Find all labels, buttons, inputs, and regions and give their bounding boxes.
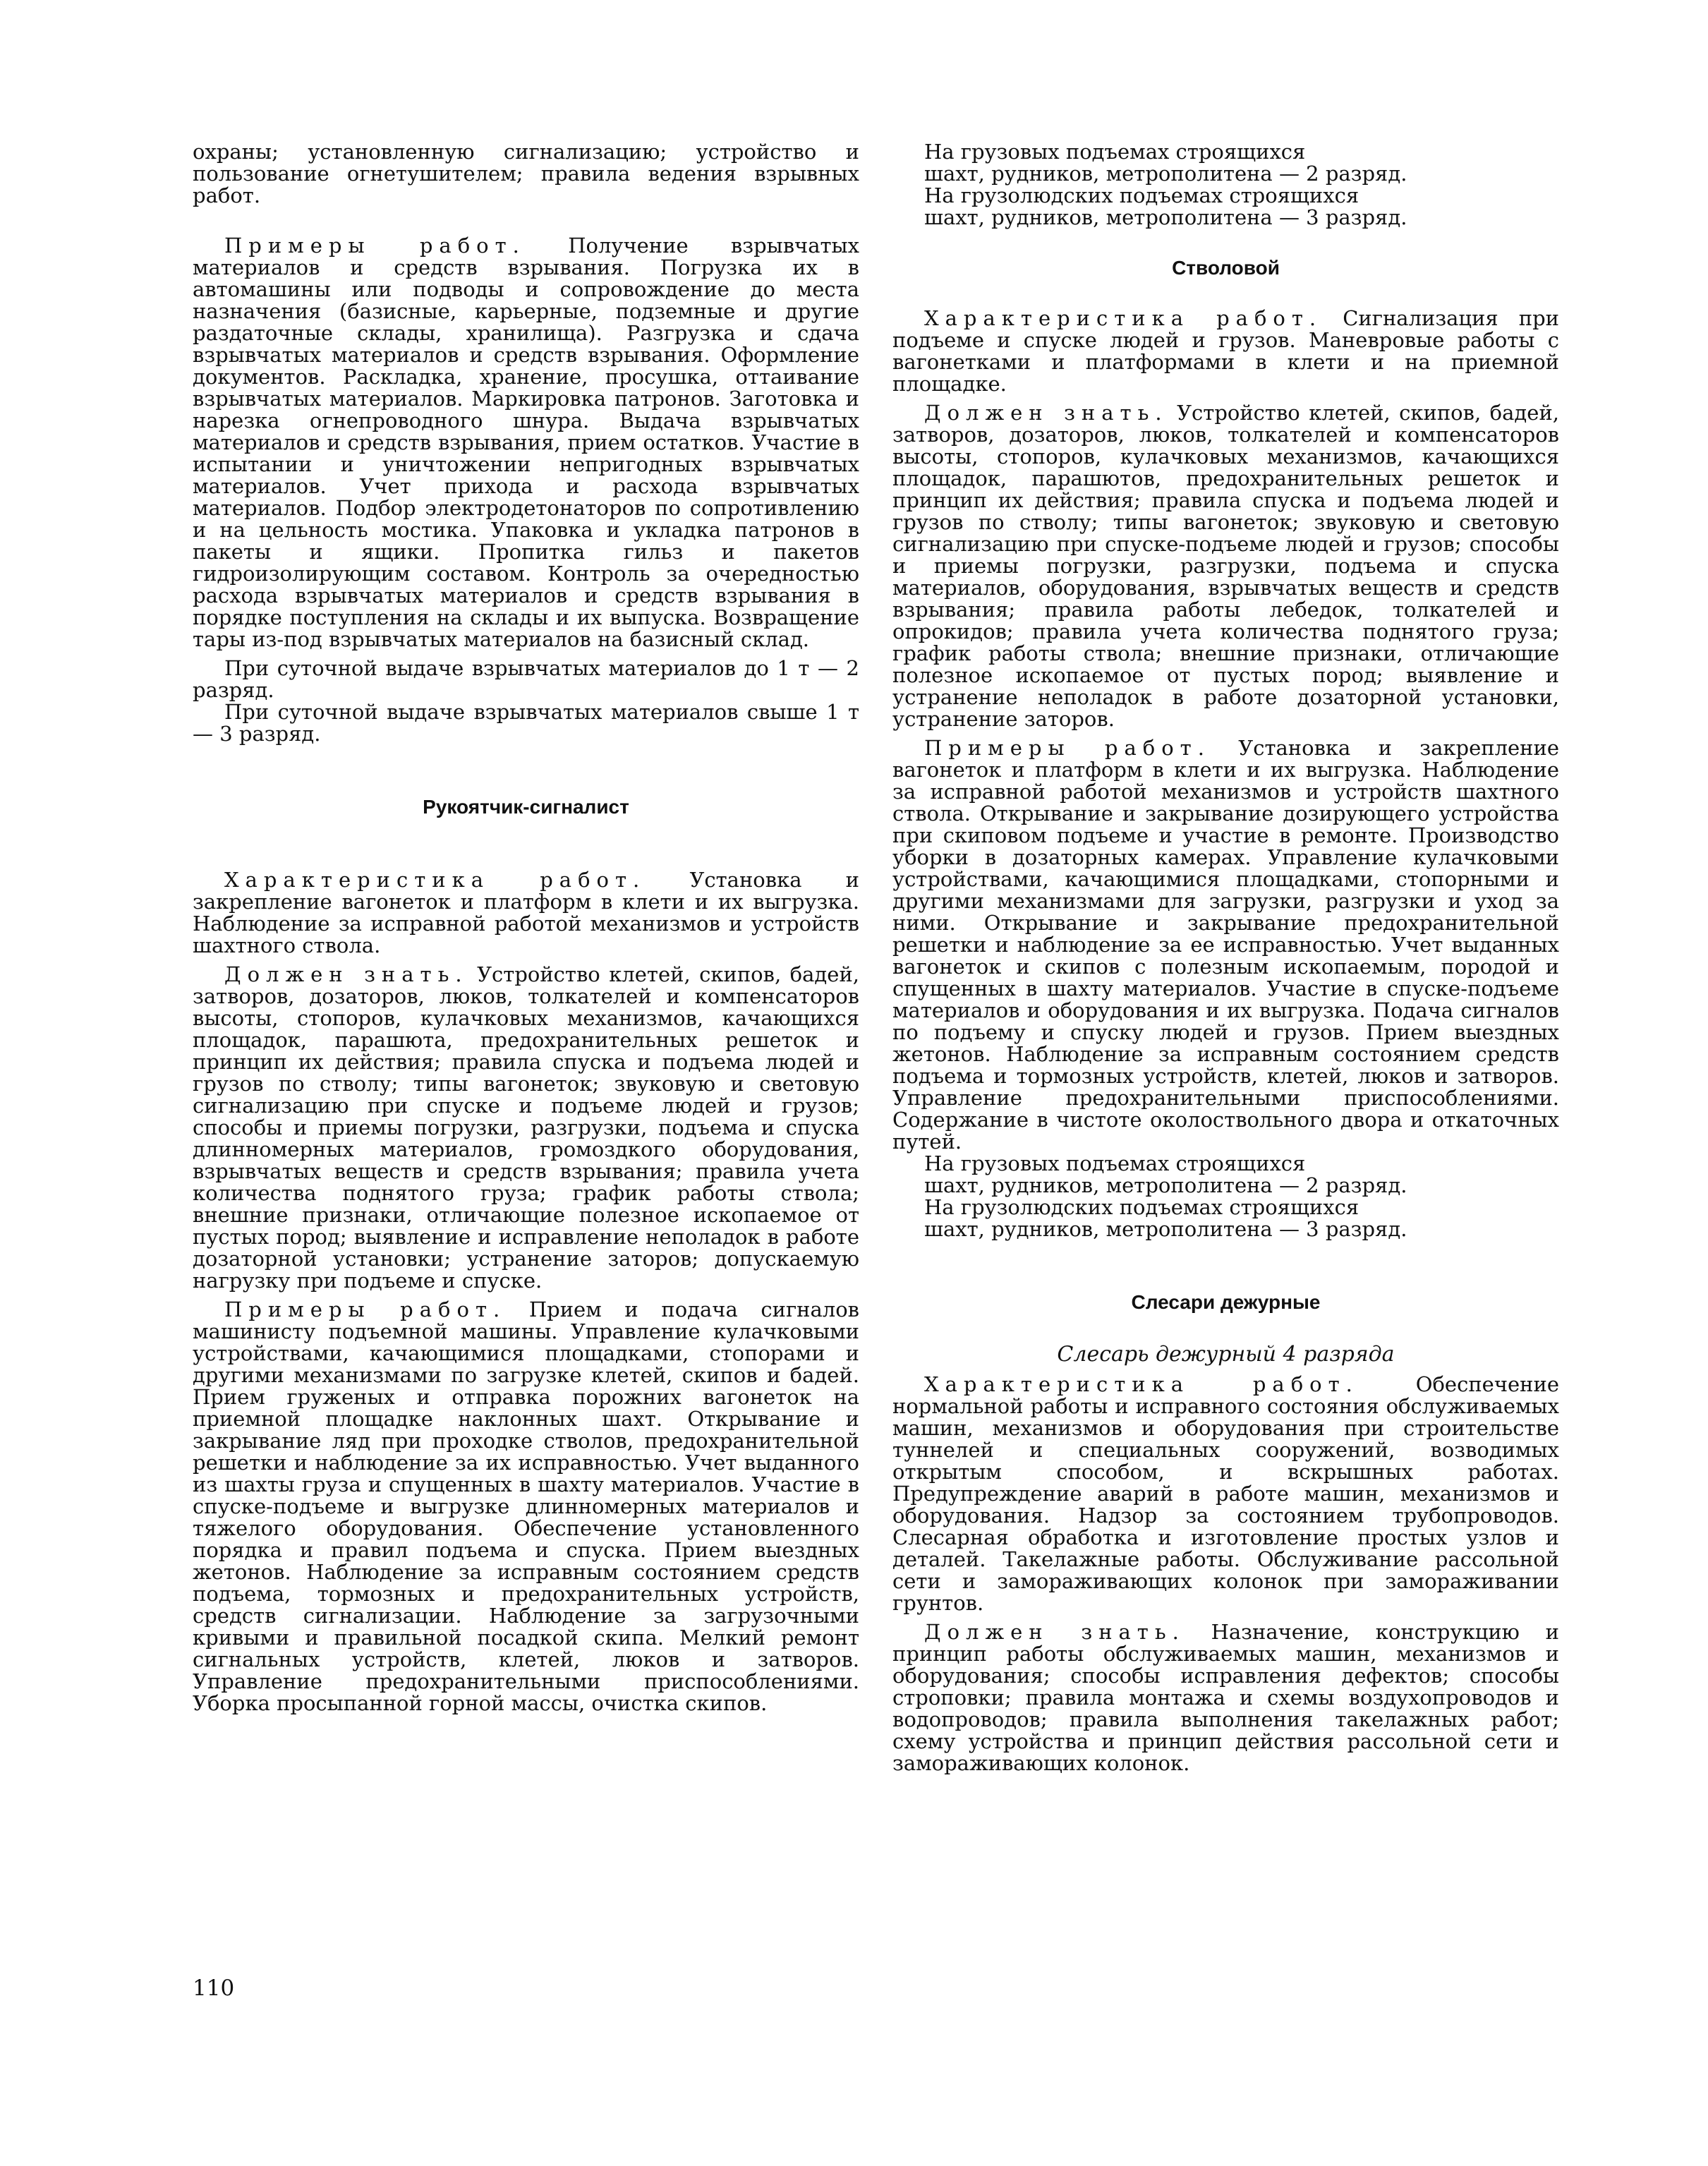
rank-line: шахт, рудников, метрополитена — 3 разряд. bbox=[924, 1217, 1407, 1241]
paragraph-text: Установка и закрепление вагонеток и платформ в клети и их выгрузка. Наблюдение за исправной работой механизмов и устройств шахтного ствола. bbox=[193, 868, 860, 957]
signalman-examples bbox=[193, 1299, 859, 1714]
intro-paragraph: охраны; установленную сигнализацию; устройство и пользование огнетушителем; правила ведения взрывных работ. bbox=[193, 140, 859, 207]
paragraph-text: Установка и закрепление вагонеток и платформ в клети и их выгрузка. Наблюдение за исправной работой механизмов и устройств шахтного ствола. Открывание и закрывание дозирующего устройства при скиповом подъеме и участие в ремонте. Производство уборки в дозаторных камерах. Управление кулачковыми устройствами, качающимися площадками, стопорными и другими механизмами для загрузки, разгрузки и уход за ними. Открывание и закрывание предохранительной решетки и наблюдение за ее исправностью. Учет выданных вагонеток и скипов с полезным ископаемым, породой и спущенных в шахту материалов. Участие в спуске-подъеме материалов и оборудования и их выгрузка. Подача сигналов по подъему и спуску людей и грузов. Прием выездных жетонов. Наблюдение за исправным состоянием средств подъема и тормозных устройств, клетей, люков и затворов. Управление предохранительными приспособлениями. Содержание в чистоте околоствольного двора и откаточных путей. bbox=[892, 736, 1559, 1154]
rank-line: шахт, рудников, метрополитена — 2 разряд. bbox=[924, 1173, 1407, 1197]
signalman-characteristic bbox=[193, 869, 859, 957]
section-label: Должен знать. bbox=[924, 1620, 1185, 1644]
rank-line: На грузовых подъемах строящихся bbox=[924, 1151, 1306, 1175]
section-label: Примеры работ. bbox=[224, 1297, 507, 1321]
shaftman-examples bbox=[892, 737, 1559, 1153]
section-label: Примеры работ. bbox=[924, 736, 1211, 760]
section-title-signalman: Рукоятчик-сигналист bbox=[423, 796, 629, 818]
page-number: 110 bbox=[193, 1976, 235, 2001]
rank-line: шахт, рудников, метрополитена — 2 разряд. bbox=[924, 162, 1407, 186]
shaftman-characteristic bbox=[892, 308, 1559, 395]
mechanics-must-know bbox=[892, 1621, 1559, 1774]
section-label: Характеристика работ. bbox=[224, 868, 646, 892]
rank-line: На грузовых подъемах строящихся bbox=[924, 140, 1306, 164]
section-label: Должен знать. bbox=[924, 401, 1168, 425]
signalman-must-know bbox=[193, 964, 859, 1292]
paragraph-text: Прием и подача сигналов машинисту подъемной машины. Управление кулачковыми устройствами, качающимися площадками, стопорами и другими механизмами по загрузке клетей, скипов и бадей. Прием груженых и отправка порожних вагонеток на приемной площадке наклонных шахт. Открывание и закрывание ляд при проходке стволов, предохранительной решетки и наблюдение за их исправностью. Учет выданного из шахты груза и спущенных в шахту материалов. Участие в спуске-подъеме и выгрузке длинномерных материалов и тяжелого оборудования. Обеспечение установленного порядка и правил подъема и спуска. Прием выездных жетонов. Наблюдение за исправным состоянием средств подъема, тормозных и предохранительных устройств, средств сигнализации. Наблюдение за загрузочными кривыми и правильной посадкой скипа. Мелкий ремонт сигнальных устройств, клетей, люков и затворов. Управление предохранительными приспособлениями. Уборка просыпанной горной массы, очистка скипов. bbox=[193, 1297, 859, 1715]
mechanics-characteristic bbox=[892, 1374, 1559, 1614]
explosives-examples-paragraph bbox=[193, 235, 859, 651]
left-column bbox=[193, 141, 859, 1714]
paragraph-text: Обеспечение нормальной работы и исправного состояния обслуживаемых машин, механизмов и оборудования при строительстве туннелей и специальных сооружений, возводимых открытым способом, и вскрышных работах. Предупреждение аварий в работе машин, механизмов и оборудования. Надзор за состоянием трубопроводов. Слесарная обработка и изготовление простых узлов и деталей. Такелажные работы. Обслуживание рассольной сети и замораживающих колонок при замораживании грунтов. bbox=[892, 1372, 1559, 1615]
paragraph-text: Назначение, конструкцию и принцип работы обслуживаемых машин, механизмов и оборудования; способы исправления дефектов; способы строповки; правила монтажа и схемы воздухопроводов и водопроводов; правила выполнения такелажных работ; схему устройства и принцип действия рассольной сети и замораживающих колонок. bbox=[892, 1620, 1559, 1775]
subsection-title: Слесарь дежурный 4 разряда bbox=[1057, 1342, 1395, 1367]
right-column bbox=[892, 141, 1559, 1774]
rank-line: При суточной выдаче взрывчатых материалов свыше 1 т — 3 разряд. bbox=[193, 700, 859, 746]
paragraph-text: Устройство клетей, скипов, бадей, затворов, дозаторов, люков, толкателей и компенсаторов высоты, стопоров, кулачковых механизмов, качающихся площадок, парашюта, предохранительных решеток и принцип их действия; правила спуска и подъема людей и грузов по стволу; типы вагонеток; звуковую и световую сигнализацию при спуске и подъеме людей и грузов; способы и приемы погрузки, разгрузки, подъема и спуска длинномерных материалов, громоздкого оборудования, взрывчатых веществ и средств взрывания; правила учета количества поднятого груза; график работы ствола; внешние признаки, отличающие полезное ископаемое от пустых пород; выявление и исправление неполадок в работе дозаторной установки; устранение заторов; допускаемую нагрузку при подъеме и спуске. bbox=[193, 962, 859, 1293]
section-label: Характеристика работ. bbox=[924, 306, 1323, 330]
section-label: Характеристика работ. bbox=[924, 1372, 1359, 1396]
paragraph-text: Сигнализация при подъеме и спуске людей и грузов. Маневровые работы с вагонетками и платформами в клети и на приемной площадке. bbox=[892, 306, 1559, 396]
rank-line: На грузолюдских подъемах строящихся bbox=[924, 183, 1359, 207]
section-title-mechanics: Слесари дежурные bbox=[1131, 1291, 1321, 1313]
shaftman-must-know bbox=[892, 402, 1559, 730]
rank-line: На грузолюдских подъемах строящихся bbox=[924, 1195, 1359, 1219]
paragraph-text: Получение взрывчатых материалов и средств взрывания. Погрузка их в автомашины или подводы и сопровождение до места назначения (базисные, карьерные, подземные и другие раздаточные склады, хранилища). Разгрузка и сдача взрывчатых материалов и средств взрывания. Оформление документов. Раскладка, хранение, просушка, оттаивание взрывчатых материалов. Маркировка патронов. Заготовка и нарезка огнепроводного шнура. Выдача взрывчатых материалов и средств взрывания, прием остатков. Участие в испытании и уничтожении непригодных взрывчатых материалов. Учет прихода и расхода взрывчатых материалов. Подбор электродетонаторов по сопротивлению и на цельность мостика. Упаковка и укладка патронов в пакеты и ящики. Пропитка гильз и пакетов гидроизолирующим составом. Контроль за очередностью расхода взрывчатых материалов и средств взрывания в порядке поступления на склады и их выпуска. Возвращение тары из-под взрывчатых материалов на базисный склад. bbox=[193, 234, 859, 651]
section-label: Должен знать. bbox=[224, 962, 468, 986]
section-label: Примеры работ. bbox=[224, 234, 526, 258]
paragraph-text: Устройство клетей, скипов, бадей, затворов, дозаторов, люков, толкателей и компенсаторов высоты, стопоров, кулачковых механизмов, качающихся площадок, парашютов, предохранительных решеток и принцип их действия; правила спуска и подъема людей и грузов по стволу; типы вагонеток; звуковую и световую сигнализацию при спуске-подъеме людей и грузов; способы и приемы погрузки, разгрузки, подъема и спуска материалов, оборудования, взрывчатых веществ и средств взрывания; правила работы лебедок, толкателей и опрокидов; правила учета количества поднятого груза; график работы ствола; внешние признаки, отличающие полезное ископаемое от пустых пород; выявление и устранение неполадок в работе дозаторной установки, устранение заторов. bbox=[892, 401, 1559, 731]
section-title-shaftman: Стволовой bbox=[1172, 257, 1280, 279]
rank-line: шахт, рудников, метрополитена — 3 разряд. bbox=[924, 205, 1407, 229]
rank-line: При суточной выдаче взрывчатых материалов до 1 т — 2 разряд. bbox=[193, 656, 859, 702]
